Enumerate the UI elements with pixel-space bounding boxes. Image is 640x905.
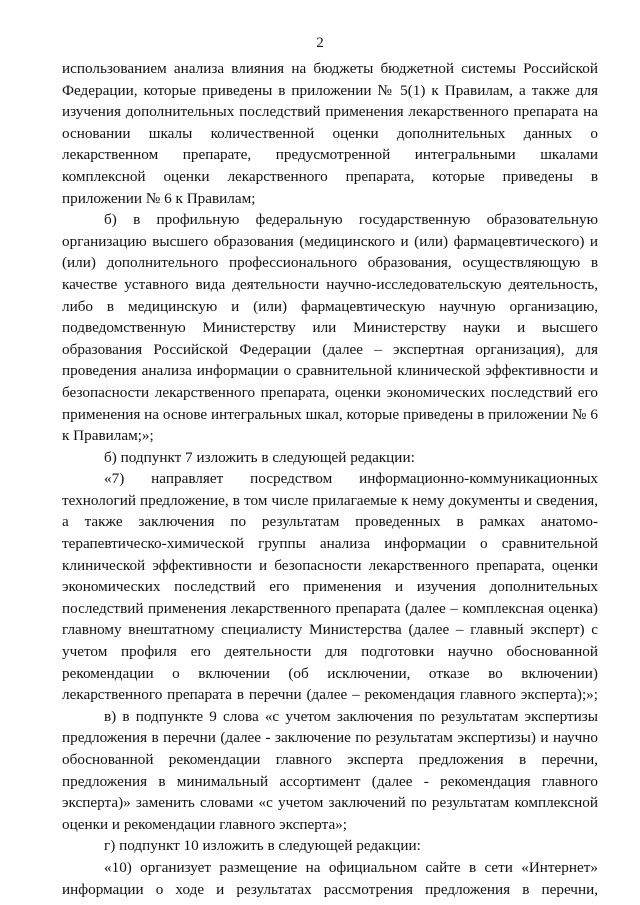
text-line: «10) организует размещение на официальном сайте в сети «Интернет» [104, 858, 598, 876]
text-line: рекомендации о включении (об исключении, отказе во включении) [62, 664, 598, 682]
text-line: использованием анализа влияния на бюджеты бюджетной системы Российской [62, 60, 598, 77]
text-line: либо в медицинскую и (или) фармацевтическую научную организацию, [62, 297, 598, 315]
text-line: информации о ходе и результатах рассмотрения предложения в перечни, [62, 880, 598, 898]
text-line: качестве уставного вида деятельности научно-исследовательскую деятельность, [62, 275, 598, 293]
text-line: (или) дополнительного профессионального образования, осуществляющую в [62, 254, 598, 272]
text-line: учетом профиля его деятельности для подготовки научно обоснованной [62, 643, 598, 661]
text-line: лекарственном препарате, предусмотренной интегральными шкалами [62, 146, 598, 164]
text-line: безопасности лекарственного препарата, оценки экономических последствий его [62, 383, 598, 401]
text-line: экономических последствий его применения и изучения дополнительных [62, 578, 598, 596]
text-line: комплексной оценки лекарственного препарата, которые приведены в [62, 167, 598, 185]
text-line: главному внештатному специалисту Министерства (далее – главный эксперт) с [62, 621, 598, 639]
text-line: подведомственную Министерству или Министерству науки и высшего [62, 319, 598, 337]
page-number: 2 [316, 35, 324, 51]
text-line: применения на основе интегральных шкал, которые приведены в приложении № 6 [62, 405, 598, 423]
text-line: приложении № 6 к Правилам; [62, 189, 256, 207]
text-line: в) в подпункте 9 слова «с учетом заключения по результатам экспертизы [104, 707, 598, 725]
text-line: оценки и рекомендации главного эксперта»; [62, 815, 348, 833]
text-line: основании шкалы количественной оценки дополнительных данных о [62, 124, 598, 142]
text-line: технологий предложение, в том числе прилагаемые к нему документы и сведения, [62, 491, 598, 509]
text-line: лекарственного препарата в перечни (далее – рекомендация главного эксперта);»; [62, 686, 598, 704]
text-line: эксперта)» заменить словами «с учетом заключений по результатам комплексной [62, 794, 598, 812]
text-line: терапевтическо-химической группы анализа информации о сравнительной [62, 535, 598, 553]
text-line: предложения в минимальный ассортимент (далее - рекомендация главного [62, 772, 598, 790]
text-line: последствий применения лекарственного препарата (далее – комплексная оценка) [62, 599, 598, 617]
document-body-text [62, 58, 598, 900]
text-line: образования Российской Федерации (далее – экспертная организация), для [62, 340, 598, 358]
text-line: Федерации, которые приведены в приложении № 5(1) к Правилам, а также для [62, 81, 598, 99]
text-line: клинической эффективности и безопасности лекарственного препарата, оценки [62, 556, 598, 574]
text-line: организацию высшего образования (медицинского и (или) фармацевтического) и [62, 232, 598, 250]
text-line: а также заключения по результатам проведенных в рамках анатомо- [62, 513, 598, 531]
text-line: б) подпункт 7 изложить в следующей редакции: [104, 448, 415, 466]
text-line: обоснованной рекомендации главного эксперта предложения в перечни, [62, 751, 598, 768]
text-line: к Правилам;»; [62, 427, 154, 445]
text-line: предложения в перечни (далее - заключение по результатам экспертизы) и научно [62, 729, 598, 747]
text-line: г) подпункт 10 изложить в следующей редакции: [104, 837, 421, 855]
text-line: изучения дополнительных последствий применения лекарственного препарата на [62, 103, 598, 121]
text-line: проведения анализа информации о сравнительной клинической эффективности и [62, 362, 598, 380]
text-line: «7) направляет посредством информационно-коммуникационных [104, 470, 598, 488]
text-line: б) в профильную федеральную государственную образовательную [104, 211, 598, 229]
